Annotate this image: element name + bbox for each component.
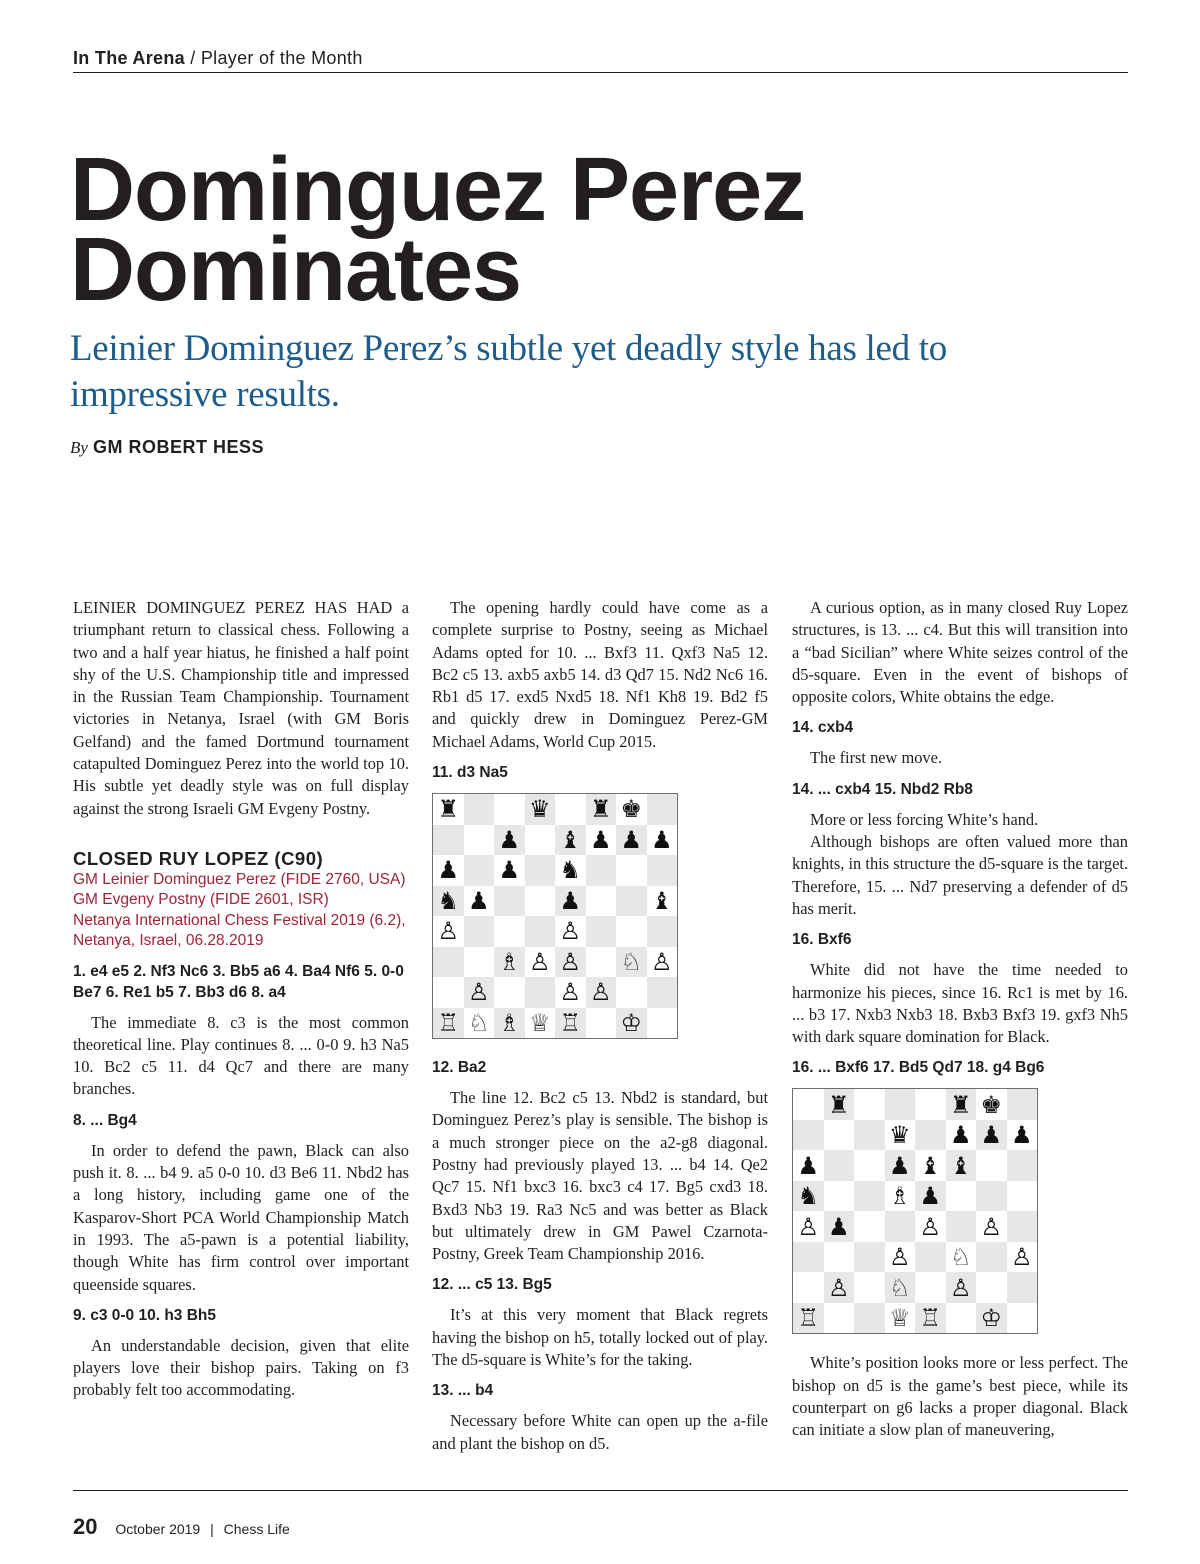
board-square xyxy=(555,855,586,886)
board-square xyxy=(946,1150,977,1181)
board-square xyxy=(647,1008,678,1039)
game-title: CLOSED RUY LOPEZ (C90) xyxy=(73,847,324,869)
board-square xyxy=(885,1242,916,1273)
black-pawn-icon: ♟ xyxy=(919,1182,941,1211)
board-square xyxy=(616,977,647,1008)
board-square xyxy=(793,1150,824,1181)
board-square xyxy=(525,977,556,1008)
board-square xyxy=(915,1211,946,1242)
board-square xyxy=(824,1150,855,1181)
board-square xyxy=(824,1272,855,1303)
move-line: 12. ... c5 13. Bg5 xyxy=(432,1276,552,1294)
board-square xyxy=(647,886,678,917)
column-3 xyxy=(792,597,1128,1442)
board-square xyxy=(586,947,617,978)
board-square xyxy=(854,1211,885,1242)
board-square xyxy=(555,977,586,1008)
black-rook-icon: ♜ xyxy=(589,795,612,824)
board-square xyxy=(464,916,495,947)
board-square xyxy=(555,916,586,947)
white-pawn-icon: ♙ xyxy=(827,1273,850,1302)
board-square xyxy=(976,1150,1007,1181)
board-square xyxy=(647,947,678,978)
black-rook-icon: ♜ xyxy=(949,1090,972,1119)
black-knight-icon: ♞ xyxy=(559,856,581,885)
white-player: GM Leinier Dominguez Perez (FIDE 2760, USA) xyxy=(73,870,406,888)
black-pawn-icon: ♟ xyxy=(620,825,642,854)
annotation-paragraph: An understandable decision, given that elite players love their bishop pairs. Taking on f3 probably felt too accommodating. xyxy=(73,1335,409,1400)
board-square xyxy=(494,886,525,917)
white-pawn-icon: ♙ xyxy=(888,1243,911,1272)
board-square xyxy=(824,1089,855,1120)
black-pawn-icon: ♟ xyxy=(980,1121,1002,1150)
white-bishop-icon: ♗ xyxy=(498,1008,520,1037)
black-queen-icon: ♛ xyxy=(888,1121,911,1150)
move-line: 11. d3 Na5 xyxy=(432,764,508,782)
board-square xyxy=(885,1272,916,1303)
move-line: 14. ... cxb4 15. Nbd2 Rb8 xyxy=(792,780,973,798)
board-square xyxy=(555,886,586,917)
article-title xyxy=(70,140,1070,320)
white-rook-icon: ♖ xyxy=(437,1008,459,1037)
board-square xyxy=(915,1089,946,1120)
white-king-icon: ♔ xyxy=(980,1304,1002,1333)
board-square xyxy=(494,825,525,856)
title-line-2: Dominates xyxy=(70,220,522,320)
annotation-paragraph: White’s position looks more or less perfect. The bishop on d5 is the game’s best piece, while its counterpart on g6 lacks a proper diagonal. Black can initiate a slow plan of maneuvering, xyxy=(792,1353,1128,1440)
board-square xyxy=(464,825,495,856)
black-rook-icon: ♜ xyxy=(827,1090,850,1119)
byline xyxy=(70,437,264,458)
column-1 xyxy=(73,597,409,1402)
board-square xyxy=(525,947,556,978)
board-square xyxy=(793,1242,824,1273)
board-square xyxy=(616,916,647,947)
board-square xyxy=(976,1089,1007,1120)
white-knight-icon: ♘ xyxy=(888,1273,911,1302)
subsection-name: Player of the Month xyxy=(200,48,363,68)
section-separator: / xyxy=(184,48,201,68)
white-knight-icon: ♘ xyxy=(949,1243,972,1272)
black-bishop-icon: ♝ xyxy=(919,1151,941,1180)
board-square xyxy=(494,855,525,886)
white-knight-icon: ♘ xyxy=(620,947,642,976)
board-square xyxy=(525,855,556,886)
board-square xyxy=(494,947,525,978)
board-square xyxy=(647,855,678,886)
black-knight-icon: ♞ xyxy=(797,1182,819,1211)
board-square xyxy=(433,916,464,947)
move-line: 1. e4 e5 2. Nf3 Nc6 3. Bb5 a6 4. Ba4 Nf6 5. 0-0 Be7 6. Re1 b5 7. Bb3 d6 8. a4 xyxy=(73,962,404,1001)
white-queen-icon: ♕ xyxy=(888,1304,911,1333)
board-square xyxy=(586,916,617,947)
white-pawn-icon: ♙ xyxy=(528,947,551,976)
black-pawn-icon: ♟ xyxy=(797,1151,819,1180)
board-square xyxy=(885,1181,916,1212)
board-square xyxy=(433,947,464,978)
board-square xyxy=(824,1211,855,1242)
annotation-paragraph: In order to defend the pawn, Black can also push it. 8. ... b4 9. a5 0-0 10. d3 Be6 11. Nbd2 has a long history, including game one of the Kasparov-Short PCA World Championship Match in 1993. The a5-pawn is a potential liability, though White has firm control over important queenside squares. xyxy=(73,1140,409,1294)
board-square xyxy=(616,855,647,886)
board-square xyxy=(885,1120,916,1151)
board-square xyxy=(946,1211,977,1242)
annotation-paragraph: Necessary before White can open up the a-file and plant the bishop on d5. xyxy=(432,1411,768,1453)
title-line-1: Dominguez Perez xyxy=(70,140,806,240)
black-pawn-icon: ♟ xyxy=(559,886,581,915)
board-square xyxy=(1007,1272,1038,1303)
board-square xyxy=(647,825,678,856)
black-pawn-icon: ♟ xyxy=(498,856,520,885)
black-player: GM Evgeny Postny (FIDE 2601, ISR) xyxy=(73,891,329,909)
board-square xyxy=(525,1008,556,1039)
intro-paragraph: LEINIER DOMINGUEZ PEREZ HAS HAD a triumphant return to classical chess. Following a two and a half year hiatus, he finished a half point shy of the U.S. Championship title and impressed in the Russian Team Championship. Tournament victories in Netanya, Israel (with GM Boris Gelfand) and the famed Dortmund tournament catapulted Dominguez Perez into the world top 10. His subtle yet deadly style was on full display against the strong Israeli GM Evgeny Postny. xyxy=(73,598,409,818)
black-bishop-icon: ♝ xyxy=(559,825,581,854)
board-square xyxy=(494,916,525,947)
section-name: In The Arena xyxy=(73,48,185,68)
white-pawn-icon: ♙ xyxy=(437,917,459,946)
board-square xyxy=(494,1008,525,1039)
black-pawn-icon: ♟ xyxy=(827,1212,850,1241)
board-square xyxy=(616,947,647,978)
board-square xyxy=(525,886,556,917)
board-square xyxy=(946,1303,977,1334)
white-pawn-icon: ♙ xyxy=(980,1212,1002,1241)
board-square xyxy=(793,1089,824,1120)
event-info: Netanya International Chess Festival 2019 (6.2), Netanya, Israel, 06.28.2019 xyxy=(73,911,406,950)
board-square xyxy=(824,1242,855,1273)
black-rook-icon: ♜ xyxy=(437,795,459,824)
board-square xyxy=(433,794,464,825)
board-square xyxy=(854,1272,885,1303)
board-square xyxy=(464,855,495,886)
white-bishop-icon: ♗ xyxy=(498,947,520,976)
annotation-paragraph: The first new move. xyxy=(810,748,942,768)
byline-prefix: By xyxy=(70,438,88,457)
board-square xyxy=(1007,1303,1038,1334)
move-line: 13. ... b4 xyxy=(432,1382,494,1400)
board-square xyxy=(586,977,617,1008)
board-square xyxy=(946,1242,977,1273)
article-subtitle: Leinier Dominguez Perez’s subtle yet deadly style has led to impressive results. xyxy=(70,328,947,415)
board-square xyxy=(915,1242,946,1273)
magazine-name: Chess Life xyxy=(223,1521,290,1537)
board-square xyxy=(946,1120,977,1151)
annotation-paragraph: It’s at this very moment that Black regrets having the bishop on h5, totally locked out of play. The d5-square is White’s for the taking. xyxy=(432,1305,768,1370)
black-pawn-icon: ♟ xyxy=(888,1151,911,1180)
board-square xyxy=(464,1008,495,1039)
board-square xyxy=(824,1181,855,1212)
board-square xyxy=(793,1211,824,1242)
board-square xyxy=(647,794,678,825)
black-pawn-icon: ♟ xyxy=(467,886,490,915)
black-pawn-icon: ♟ xyxy=(949,1121,972,1150)
white-pawn-icon: ♙ xyxy=(1010,1243,1033,1272)
board-square xyxy=(824,1303,855,1334)
board-square xyxy=(433,855,464,886)
board-square xyxy=(464,794,495,825)
board-square xyxy=(555,947,586,978)
board-square xyxy=(946,1181,977,1212)
white-pawn-icon: ♙ xyxy=(949,1273,972,1302)
white-pawn-icon: ♙ xyxy=(919,1212,941,1241)
board-square xyxy=(1007,1150,1038,1181)
annotation-paragraph: Although bishops are often valued more than knights, in this structure the d5-square is the target. Therefore, 15. ... Nd7 preserving a defender of d5 has merit. xyxy=(792,832,1128,918)
board-square xyxy=(946,1272,977,1303)
board-square xyxy=(976,1120,1007,1151)
board-square xyxy=(464,947,495,978)
board-square xyxy=(433,1008,464,1039)
white-king-icon: ♔ xyxy=(620,1008,642,1037)
white-rook-icon: ♖ xyxy=(559,1008,581,1037)
board-square xyxy=(976,1272,1007,1303)
white-rook-icon: ♖ xyxy=(919,1304,941,1333)
board-square xyxy=(915,1120,946,1151)
board-square xyxy=(793,1181,824,1212)
white-pawn-icon: ♙ xyxy=(589,978,612,1007)
board-square xyxy=(586,855,617,886)
board-square xyxy=(433,825,464,856)
black-pawn-icon: ♟ xyxy=(650,825,673,854)
board-square xyxy=(885,1089,916,1120)
move-line: 16. Bxf6 xyxy=(792,931,852,949)
white-pawn-icon: ♙ xyxy=(559,947,581,976)
author-name: GM ROBERT HESS xyxy=(92,437,264,457)
black-king-icon: ♚ xyxy=(980,1090,1002,1119)
board-square xyxy=(1007,1242,1038,1273)
board-square xyxy=(854,1181,885,1212)
board-square xyxy=(433,977,464,1008)
move-line: 14. cxb4 xyxy=(792,719,854,737)
board-square xyxy=(885,1211,916,1242)
board-square xyxy=(647,977,678,1008)
board-square xyxy=(555,794,586,825)
board-square xyxy=(586,886,617,917)
board-square xyxy=(885,1303,916,1334)
move-line: 8. ... Bg4 xyxy=(73,1111,137,1129)
board-square xyxy=(525,794,556,825)
page-number: 20 xyxy=(73,1514,98,1539)
board-square xyxy=(854,1089,885,1120)
black-bishop-icon: ♝ xyxy=(949,1151,972,1180)
board-square xyxy=(915,1181,946,1212)
column-2 xyxy=(432,597,768,1455)
board-square xyxy=(586,1008,617,1039)
board-square xyxy=(976,1181,1007,1212)
white-pawn-icon: ♙ xyxy=(797,1212,819,1241)
board-square xyxy=(946,1089,977,1120)
board-square xyxy=(555,1008,586,1039)
board-square xyxy=(1007,1211,1038,1242)
annotation-paragraph: The line 12. Bc2 c5 13. Nbd2 is standard, but Dominguez Perez’s play is sensible. The bishop is a much stronger piece on the a2-g8 diagonal. Postny had previously played 13. ... b4 14. Qe2 Qc7 15. Nf1 bxc3 16. bxc3 c4 17. Bg5 cxd3 18. Bxd3 Nb3 19. Ra3 Nc5 and was better as Black but ultimately drew in GM Pawel Czarnota-Postny, Greek Team Championship 2016. xyxy=(432,1088,768,1264)
footer-separator: | xyxy=(210,1521,214,1537)
board-square xyxy=(616,794,647,825)
white-queen-icon: ♕ xyxy=(528,1008,551,1037)
annotation-paragraph: White did not have the time needed to harmonize his pieces, since 16. Rc1 is met by 16. ... b3 17. Nxb3 Nxb3 18. Bxb3 Bxf3 19. gxf3 Nh5 with dark square domination for Black. xyxy=(792,960,1128,1047)
annotation-paragraph: The opening hardly could have come as a complete surprise to Postny, seeing as Michael Adams opted for 10. ... Bxf3 11. Qxf3 Na5 12. Bc2 c5 13. axb5 axb5 14. d3 Qd7 15. Nd2 Nc6 16. Rb1 d5 17. exd5 Nxd5 18. Nf1 Kh8 19. Bd2 f5 and quickly drew in Dominguez Perez-GM Michael Adams, World Cup 2015. xyxy=(432,598,768,751)
board-square xyxy=(1007,1120,1038,1151)
board-square xyxy=(854,1303,885,1334)
footer-rule xyxy=(73,1490,1128,1491)
board-square xyxy=(494,794,525,825)
chess-diagram-1 xyxy=(432,793,678,1039)
board-square xyxy=(793,1272,824,1303)
board-square xyxy=(915,1150,946,1181)
board-square xyxy=(433,886,464,917)
board-square xyxy=(586,794,617,825)
board-square xyxy=(976,1303,1007,1334)
board-square xyxy=(586,825,617,856)
white-pawn-icon: ♙ xyxy=(467,978,490,1007)
white-knight-icon: ♘ xyxy=(467,1008,490,1037)
board-square xyxy=(915,1272,946,1303)
black-bishop-icon: ♝ xyxy=(650,886,673,915)
board-square xyxy=(525,825,556,856)
black-queen-icon: ♛ xyxy=(528,795,551,824)
black-pawn-icon: ♟ xyxy=(589,825,612,854)
annotation-paragraph: More or less forcing White’s hand. xyxy=(810,809,1039,829)
white-pawn-icon: ♙ xyxy=(559,917,581,946)
issue-date: October 2019 xyxy=(115,1521,201,1537)
board-square xyxy=(647,916,678,947)
black-king-icon: ♚ xyxy=(620,795,642,824)
board-square xyxy=(616,825,647,856)
black-knight-icon: ♞ xyxy=(437,886,459,915)
board-square xyxy=(824,1120,855,1151)
board-square xyxy=(1007,1181,1038,1212)
white-pawn-icon: ♙ xyxy=(559,978,581,1007)
board-square xyxy=(464,977,495,1008)
board-square xyxy=(616,1008,647,1039)
board-square xyxy=(885,1150,916,1181)
black-pawn-icon: ♟ xyxy=(437,856,459,885)
board-square xyxy=(616,886,647,917)
board-square xyxy=(1007,1089,1038,1120)
move-line: 16. ... Bxf6 17. Bd5 Qd7 18. g4 Bg6 xyxy=(792,1059,1045,1077)
board-square xyxy=(464,886,495,917)
board-square xyxy=(976,1211,1007,1242)
white-rook-icon: ♖ xyxy=(797,1304,819,1333)
board-square xyxy=(976,1242,1007,1273)
board-square xyxy=(854,1150,885,1181)
board-square xyxy=(555,825,586,856)
black-pawn-icon: ♟ xyxy=(1010,1121,1033,1150)
white-bishop-icon: ♗ xyxy=(888,1182,911,1211)
page-footer xyxy=(73,1514,290,1540)
board-square xyxy=(854,1120,885,1151)
move-line: 12. Ba2 xyxy=(432,1059,487,1077)
board-square xyxy=(494,977,525,1008)
black-pawn-icon: ♟ xyxy=(498,825,520,854)
section-header xyxy=(73,48,1128,73)
board-square xyxy=(793,1303,824,1334)
annotation-paragraph: The immediate 8. c3 is the most common theoretical line. Play continues 8. ... 0-0 9. h3 Na5 10. Bc2 c5 11. d4 Qc7 and there are many branches. xyxy=(73,1012,409,1099)
chess-diagram-2 xyxy=(792,1088,1038,1334)
white-pawn-icon: ♙ xyxy=(650,947,673,976)
board-square xyxy=(915,1303,946,1334)
board-square xyxy=(525,916,556,947)
annotation-paragraph: A curious option, as in many closed Ruy Lopez structures, is 13. ... c4. But this will transition into a “bad Sicilian” where White seizes control of the d5-square. Even in the event of bishops of opposite colors, White obtains the edge. xyxy=(792,598,1128,707)
board-square xyxy=(854,1242,885,1273)
board-square xyxy=(793,1120,824,1151)
move-line: 9. c3 0-0 10. h3 Bh5 xyxy=(73,1306,217,1324)
